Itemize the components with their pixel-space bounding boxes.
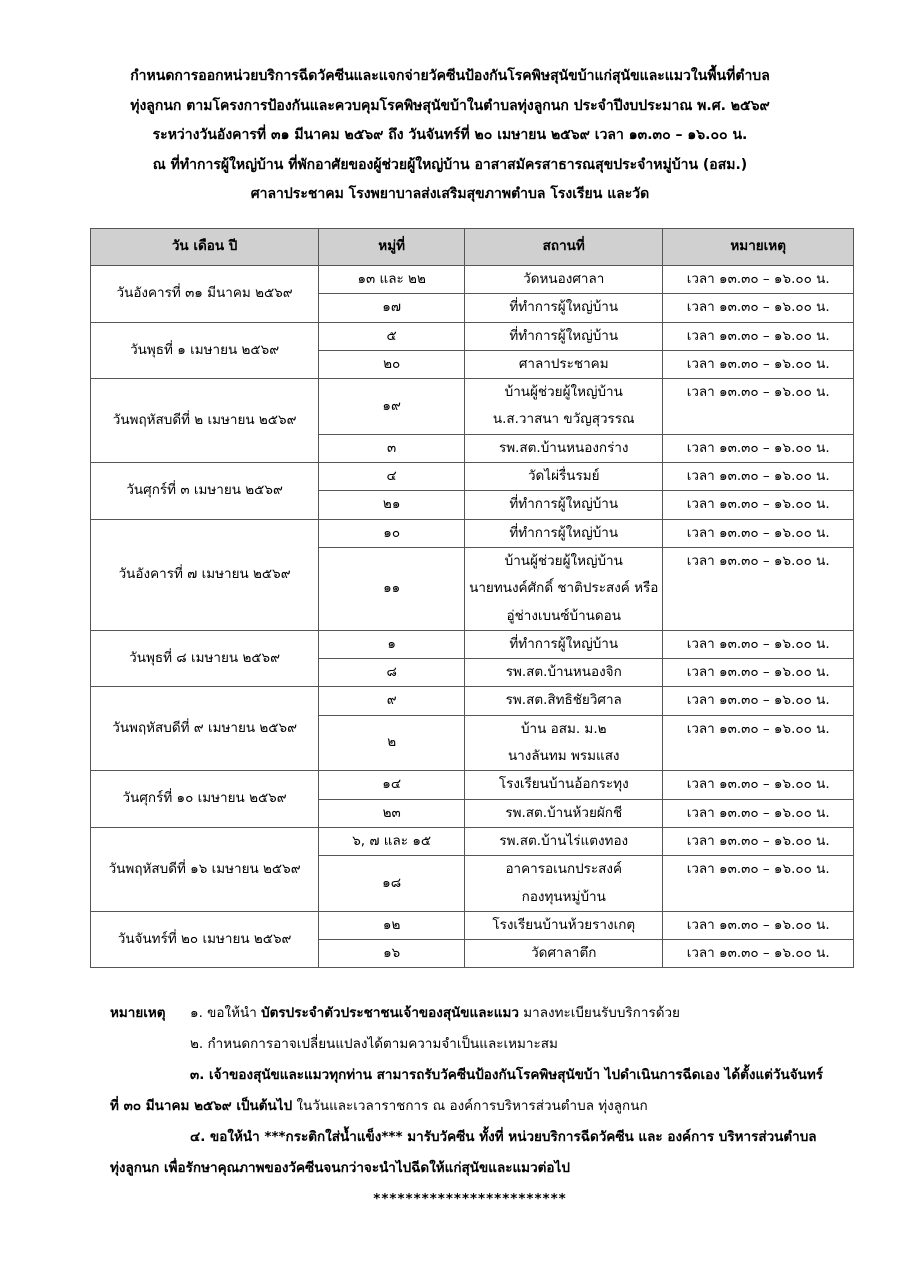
place-line: รพ.สต.บ้านหนองจิก [505, 664, 622, 681]
village-cell: ๑๗ [319, 294, 465, 322]
place-cell [465, 715, 663, 771]
place-line: ศาลาประชาคม [518, 355, 609, 372]
date-cell: วันศุกร์ที่ ๑๐ เมษายน ๒๕๖๙ [91, 771, 319, 828]
table-row [91, 379, 854, 435]
place-cell [465, 322, 663, 350]
date-cell: วันพุธที่ ๑ เมษายน ๒๕๖๙ [91, 322, 319, 379]
date-cell: วันจันทร์ที่ ๒๐ เมษายน ๒๕๖๙ [91, 911, 319, 968]
place-cell [465, 519, 663, 547]
place-line: ที่ทำการผู้ใหญ่บ้าน [509, 496, 619, 513]
place-cell [465, 379, 663, 435]
remark-cell: เวลา ๑๓.๓๐ – ๑๖.๐๐ น. [663, 799, 854, 827]
place-line: บ้านผู้ช่วยผู้ใหญ่บ้าน [504, 384, 623, 401]
header-line-2: ทุ่งลูกนก ตามโครงการป้องกันและควบคุมโรคพิษสุนัขบ้าในตำบลทุ่งลูกนก ประจำปีงบประมาณ พ.ศ. ๒๕๖๙ [130, 97, 770, 114]
remark-cell: เวลา ๑๓.๓๐ – ๑๖.๐๐ น. [663, 715, 854, 771]
header-line-5: ศาลาประชาคม โรงพยาบาลส่งเสริมสุขภาพตำบล โรงเรียน และวัด [250, 186, 650, 202]
header-line-3: ระหว่างวันอังคารที่ ๓๑ มีนาคม ๒๕๖๙ ถึง วันจันทร์ที่ ๒๐ เมษายน ๒๕๖๙ เวลา ๑๓.๓๐ – ๑๖.๐๐ น. [152, 127, 748, 143]
remark-cell: เวลา ๑๓.๓๐ – ๑๖.๐๐ น. [663, 322, 854, 350]
notes-section [110, 998, 830, 1215]
header-line-4: ณ ที่ทำการผู้ใหญ่บ้าน ที่พักอาศัยของผู้ช่วยผู้ใหญ่บ้าน อาสาสมัครสาธารณสุขประจำหมู่บ้าน (อสม.) [152, 156, 748, 173]
place-line: อู่ช่างเบนซ์บ้านดอน [506, 607, 621, 624]
note-2: ๒. กำหนดการอาจเปลี่ยนแปลงได้ตามความจำเป็นและเหมาะสม [190, 1036, 558, 1052]
table-row [91, 519, 854, 547]
remark-cell: เวลา ๑๓.๓๐ – ๑๖.๐๐ น. [663, 379, 854, 435]
remark-cell: เวลา ๑๓.๓๐ – ๑๖.๐๐ น. [663, 491, 854, 519]
col-header-date: วัน เดือน ปี [91, 229, 319, 266]
place-line: ที่ทำการผู้ใหญ่บ้าน [509, 524, 619, 541]
table-row [91, 771, 854, 799]
table-row [91, 266, 854, 294]
village-cell: ๑๓ และ ๒๒ [319, 266, 465, 294]
place-line: ที่ทำการผู้ใหญ่บ้าน [509, 635, 619, 652]
remark-cell: เวลา ๑๓.๓๐ – ๑๖.๐๐ น. [663, 856, 854, 912]
place-line: กองทุนหมู่บ้าน [521, 888, 606, 905]
place-cell [465, 687, 663, 715]
remark-cell: เวลา ๑๓.๓๐ – ๑๖.๐๐ น. [663, 687, 854, 715]
place-cell [465, 771, 663, 799]
place-line: นายทนงค์ศักดิ์ ชาติประสงค์ หรือ [469, 580, 659, 597]
remark-cell: เวลา ๑๓.๓๐ – ๑๖.๐๐ น. [663, 827, 854, 855]
col-header-village: หมู่ที่ [319, 229, 465, 266]
remark-cell: เวลา ๑๓.๓๐ – ๑๖.๐๐ น. [663, 940, 854, 968]
table-row [91, 911, 854, 939]
remark-cell: เวลา ๑๓.๓๐ – ๑๖.๐๐ น. [663, 463, 854, 491]
village-cell: ๑๑ [319, 547, 465, 630]
place-line: โรงเรียนบ้านห้วยรางเกตุ [492, 916, 636, 933]
date-cell: วันศุกร์ที่ ๓ เมษายน ๒๕๖๙ [91, 463, 319, 520]
place-line: วัดไผ่รื่นรมย์ [527, 468, 600, 485]
village-cell: ๒๓ [319, 799, 465, 827]
date-cell: วันพฤหัสบดีที่ ๙ เมษายน ๒๕๖๙ [91, 687, 319, 771]
date-cell: วันพุธที่ ๘ เมษายน ๒๕๖๙ [91, 630, 319, 687]
village-cell: ๑๐ [319, 519, 465, 547]
place-line: อาคารอเนกประสงค์ [505, 861, 623, 878]
place-line: บ้าน อสม. ม.๒ [520, 720, 607, 737]
village-cell: ๘ [319, 659, 465, 687]
table-row [91, 322, 854, 350]
place-cell [465, 856, 663, 912]
place-line: ที่ทำการผู้ใหญ่บ้าน [509, 327, 619, 344]
remark-cell: เวลา ๑๓.๓๐ – ๑๖.๐๐ น. [663, 434, 854, 462]
place-cell [465, 350, 663, 378]
place-cell [465, 799, 663, 827]
place-line: รพ.สต.บ้านไร่แตงทอง [499, 832, 629, 849]
remark-cell: เวลา ๑๓.๓๐ – ๑๖.๐๐ น. [663, 266, 854, 294]
place-cell [465, 630, 663, 658]
place-cell [465, 266, 663, 294]
village-cell: ๒๐ [319, 350, 465, 378]
table-row [91, 687, 854, 715]
place-line: โรงเรียนบ้านอ้อกระทุง [498, 776, 629, 793]
village-cell: ๙ [319, 687, 465, 715]
place-line: วัดหนองศาลา [523, 271, 605, 287]
place-line: รพ.สต.บ้านหนองกร่าง [498, 439, 629, 456]
village-cell: ๔ [319, 463, 465, 491]
village-cell: ๑๒ [319, 911, 465, 939]
village-cell: ๖, ๗ และ ๑๕ [319, 827, 465, 855]
village-cell: ๑๖ [319, 940, 465, 968]
place-cell [465, 294, 663, 322]
village-cell: ๕ [319, 322, 465, 350]
place-line: รพ.สต.สิทธิชัยวิศาล [505, 692, 622, 709]
village-cell: ๑๙ [319, 379, 465, 435]
schedule-table [90, 228, 854, 968]
place-cell [465, 491, 663, 519]
note-1: หมายเหตุ ๑. ขอให้นำ บัตรประจำตัวประชาชนเจ้าของสุนัขและแมว มาลงทะเบียนรับบริการด้วย [110, 998, 830, 1029]
date-cell: วันพฤหัสบดีที่ ๑๖ เมษายน ๒๕๖๙ [91, 827, 319, 911]
date-cell: วันพฤหัสบดีที่ ๒ เมษายน ๒๕๖๙ [91, 379, 319, 463]
village-cell: ๓ [319, 434, 465, 462]
village-cell: ๑ [319, 630, 465, 658]
table-row [91, 827, 854, 855]
place-cell [465, 940, 663, 968]
remark-cell: เวลา ๑๓.๓๐ – ๑๖.๐๐ น. [663, 771, 854, 799]
document-header [70, 62, 830, 210]
village-cell: ๒๑ [319, 491, 465, 519]
place-line: นางลันทม พรมแสง [507, 748, 620, 765]
place-cell [465, 463, 663, 491]
remark-cell: เวลา ๑๓.๓๐ – ๑๖.๐๐ น. [663, 519, 854, 547]
closing-stars: ************************ [373, 1191, 567, 1207]
place-line: วัดศาลาตึก [531, 945, 597, 962]
place-cell [465, 911, 663, 939]
col-header-remark: หมายเหตุ [663, 229, 854, 266]
col-header-place: สถานที่ [465, 229, 663, 266]
place-line: ที่ทำการผู้ใหญ่บ้าน [509, 299, 619, 316]
remark-cell: เวลา ๑๓.๓๐ – ๑๖.๐๐ น. [663, 294, 854, 322]
place-line: รพ.สต.บ้านห้วยผักชี [505, 804, 623, 821]
table-row [91, 463, 854, 491]
table-row [91, 630, 854, 658]
notes-label: หมายเหตุ [110, 1005, 166, 1021]
place-cell [465, 659, 663, 687]
place-line: บ้านผู้ช่วยผู้ใหญ่บ้าน [504, 552, 623, 569]
note-4: ๔. ขอให้นำ ***กระติกใส่น้ำแข็ง*** มารับวัคซีน ทั้งที่ หน่วยบริการฉีดวัคซีน และ องค์การ บริหารส่วนตำบลทุ่งลูกนก เพื่อรักษาคุณภาพของวัคซีนจนกว่าจะนำไปฉีดให้แก่สุนัขและแมวต่อไป [110, 1129, 817, 1176]
village-cell: ๑๘ [319, 856, 465, 912]
date-cell: วันอังคารที่ ๗ เมษายน ๒๕๖๙ [91, 519, 319, 630]
place-line: น.ส.วาสนา ขวัญสุวรรณ [492, 411, 635, 428]
village-cell: ๒ [319, 715, 465, 771]
remark-cell: เวลา ๑๓.๓๐ – ๑๖.๐๐ น. [663, 547, 854, 630]
remark-cell: เวลา ๑๓.๓๐ – ๑๖.๐๐ น. [663, 350, 854, 378]
remark-cell: เวลา ๑๓.๓๐ – ๑๖.๐๐ น. [663, 630, 854, 658]
place-cell [465, 434, 663, 462]
place-cell [465, 547, 663, 630]
remark-cell: เวลา ๑๓.๓๐ – ๑๖.๐๐ น. [663, 659, 854, 687]
table-header-row [91, 229, 854, 266]
date-cell: วันอังคารที่ ๓๑ มีนาคม ๒๕๖๙ [91, 266, 319, 323]
schedule-body [91, 266, 854, 968]
note-3: ๓. เจ้าของสุนัขและแมวทุกท่าน สามารถรับวัคซีนป้องกันโรคพิษสุนัขบ้า ไปดำเนินการฉีดเอง ได้ตั้งแต่วันจันทร์ที่ ๓๐ มีนาคม ๒๕๖๙ เป็นต้นไป ในวันและเวลาราชการ ณ องค์การบริหารส่วนตำบล ทุ่งลูกนก [110, 1067, 824, 1114]
remark-cell: เวลา ๑๓.๓๐ – ๑๖.๐๐ น. [663, 911, 854, 939]
place-cell [465, 827, 663, 855]
header-line-1: กำหนดการออกหน่วยบริการฉีดวัคซีนและแจกจ่ายวัคซีนป้องกันโรคพิษสุนัขบ้าแก่สุนัขและแมวในพื้นที่ตำบล [130, 68, 770, 84]
village-cell: ๑๔ [319, 771, 465, 799]
